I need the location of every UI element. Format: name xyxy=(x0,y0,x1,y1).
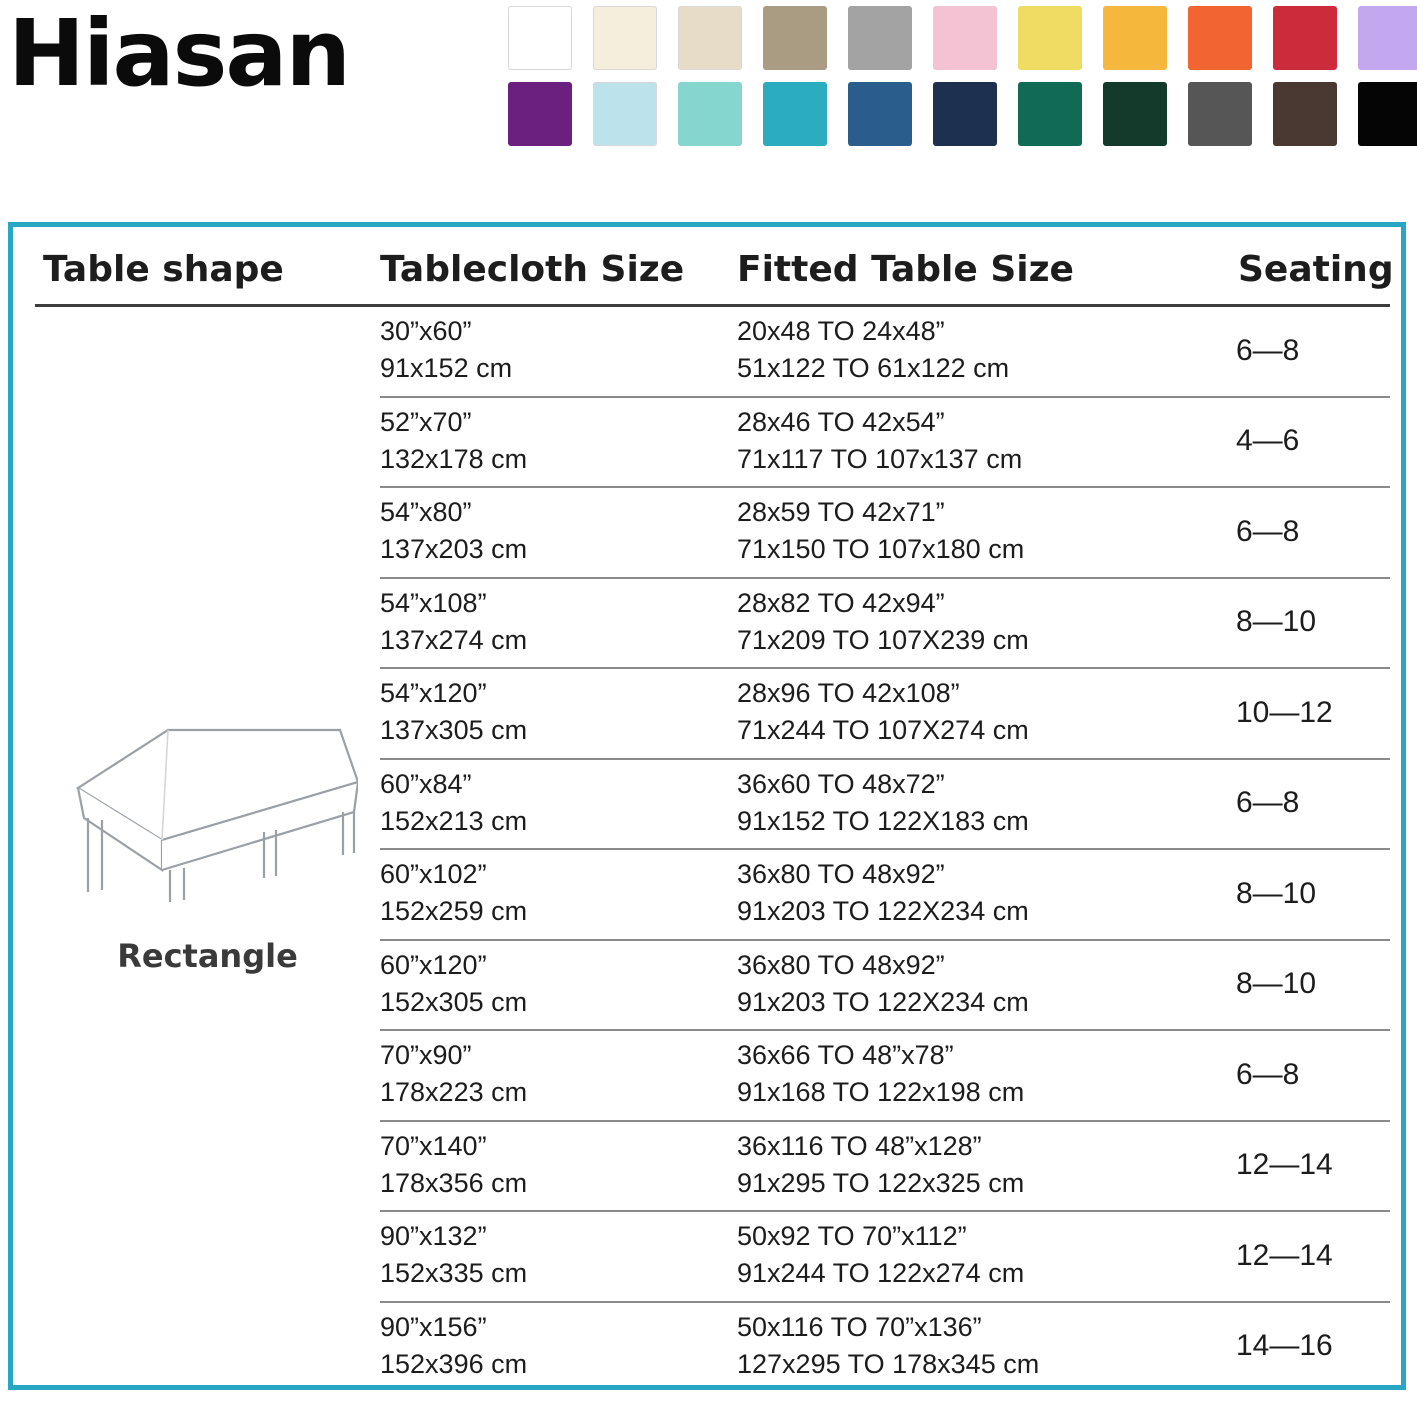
color-swatch-dark-brown xyxy=(1273,82,1337,146)
seating-cell: 8—10 xyxy=(1232,849,1390,940)
fitted-table-size-cell: 36x80 TO 48x92” 91x203 TO 122X234 cm xyxy=(737,849,1232,940)
color-swatch-teal xyxy=(763,82,827,146)
fitted-table-size-cell: 50x116 TO 70”x136” 127x295 TO 178x345 cm xyxy=(737,1302,1232,1392)
color-swatch-row-1 xyxy=(508,6,1417,70)
fitted-table-size-cell: 28x96 TO 42x108” 71x244 TO 107X274 cm xyxy=(737,668,1232,759)
color-swatch-black xyxy=(1358,82,1417,146)
color-swatch-aqua xyxy=(678,82,742,146)
color-swatch-beige xyxy=(678,6,742,70)
table-header xyxy=(35,249,1394,306)
color-swatch-red xyxy=(1273,6,1337,70)
fitted-table-size-cell: 36x116 TO 48”x128” 91x295 TO 122x325 cm xyxy=(737,1121,1232,1212)
seating-cell: 14—16 xyxy=(1232,1302,1390,1392)
fitted-table-size-cell: 50x92 TO 70”x112” 91x244 TO 122x274 cm xyxy=(737,1211,1232,1302)
tablecloth-size-cell: 30”x60” 91x152 cm xyxy=(380,316,513,384)
tablecloth-size-cell: 54”x108” 137x274 cm xyxy=(380,578,737,669)
tablecloth-size-cell: 70”x90” 178x223 cm xyxy=(380,1030,737,1121)
table-row xyxy=(35,306,1390,397)
seating-cell: 6—8 xyxy=(1232,1030,1390,1121)
tablecloth-size-cell: 52”x70” 132x178 cm xyxy=(380,397,737,488)
tablecloth-size-cell: 70”x140” 178x356 cm xyxy=(380,1121,737,1212)
seating-cell: 8—10 xyxy=(1232,578,1390,669)
seating-cell: 10—12 xyxy=(1232,668,1390,759)
color-swatch-lavender xyxy=(1358,6,1417,70)
color-swatch-orange xyxy=(1188,6,1252,70)
fitted-table-size-cell: 36x60 TO 48x72” 91x152 TO 122X183 cm xyxy=(737,759,1232,850)
column-header-fitted-table-size: Fitted Table Size xyxy=(737,249,1074,290)
color-swatch-emerald xyxy=(1018,82,1082,146)
table-body xyxy=(35,306,1390,1392)
tablecloth-size-cell: 60”x102” 152x259 cm xyxy=(380,849,737,940)
color-swatch-grid xyxy=(508,6,1417,146)
brand-logo: Hiasan xyxy=(8,0,349,107)
color-swatch-ivory xyxy=(593,6,657,70)
size-chart-table xyxy=(35,249,1394,1391)
size-chart-frame xyxy=(8,222,1406,1390)
column-header-table-shape: Table shape xyxy=(43,249,284,290)
fitted-table-size-cell: 36x66 TO 48”x78” 91x168 TO 122x198 cm xyxy=(737,1030,1232,1121)
column-header-tablecloth-size: Tablecloth Size xyxy=(380,249,685,290)
table-shape-cell xyxy=(35,306,380,1392)
fitted-table-size-cell: 20x48 TO 24x48” 51x122 TO 61x122 cm xyxy=(737,316,1010,384)
color-swatch-light-blue xyxy=(593,82,657,146)
color-swatch-charcoal-grey xyxy=(1188,82,1252,146)
color-swatch-navy xyxy=(933,82,997,146)
seating-cell: 4—6 xyxy=(1232,397,1390,488)
tablecloth-size-cell: 90”x132” 152x335 cm xyxy=(380,1211,737,1302)
color-swatch-dark-green xyxy=(1103,82,1167,146)
seating-cell: 12—14 xyxy=(1232,1121,1390,1212)
fitted-table-size-cell: 36x80 TO 48x92” 91x203 TO 122X234 cm xyxy=(737,940,1232,1031)
shape-label: Rectangle xyxy=(117,936,298,975)
color-swatch-white xyxy=(508,6,572,70)
tablecloth-size-cell: 54”x80” 137x203 cm xyxy=(380,487,737,578)
color-swatch-pink xyxy=(933,6,997,70)
seating-cell: 6—8 xyxy=(1232,487,1390,578)
tablecloth-size-cell: 60”x120” 152x305 cm xyxy=(380,940,737,1031)
header xyxy=(0,0,1417,178)
seating-cell: 8—10 xyxy=(1232,940,1390,1031)
column-header-seating: Seating xyxy=(1238,249,1394,290)
rectangle-table-illustration-icon xyxy=(58,720,358,915)
seating-cell: 6—8 xyxy=(1236,333,1300,367)
fitted-table-size-cell: 28x46 TO 42x54” 71x117 TO 107x137 cm xyxy=(737,397,1232,488)
tablecloth-size-cell: 54”x120” 137x305 cm xyxy=(380,668,737,759)
fitted-table-size-cell: 28x82 TO 42x94” 71x209 TO 107X239 cm xyxy=(737,578,1232,669)
color-swatch-gold xyxy=(1103,6,1167,70)
tablecloth-size-cell: 90”x156” 152x396 cm xyxy=(380,1302,737,1392)
tablecloth-size-cell: 60”x84” 152x213 cm xyxy=(380,759,737,850)
seating-cell: 6—8 xyxy=(1232,759,1390,850)
color-swatch-denim-blue xyxy=(848,82,912,146)
color-swatch-row-2 xyxy=(508,82,1417,146)
color-swatch-yellow xyxy=(1018,6,1082,70)
seating-cell: 12—14 xyxy=(1232,1211,1390,1302)
color-swatch-taupe xyxy=(763,6,827,70)
color-swatch-purple xyxy=(508,82,572,146)
fitted-table-size-cell: 28x59 TO 42x71” 71x150 TO 107x180 cm xyxy=(737,487,1232,578)
color-swatch-grey xyxy=(848,6,912,70)
